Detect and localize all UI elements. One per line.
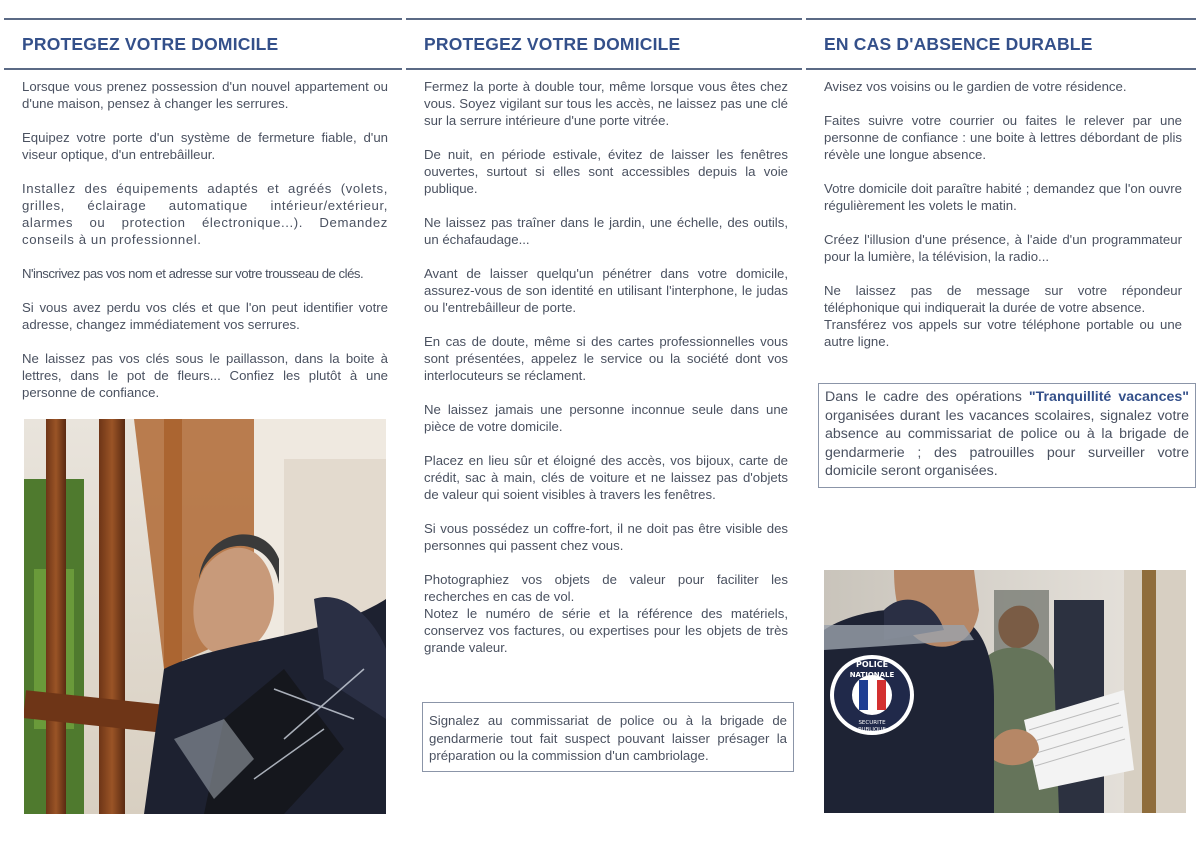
paragraph: Ne laissez pas traîner dans le jardin, une échelle, des outils, un échafaudage... bbox=[424, 215, 788, 247]
paragraph: Fermez la porte à double tour, même lorsque vous êtes chez vous. Soyez vigilant sur tous les accès, ne laissez pas une clé sur la serrure intérieure d'une porte vitrée. bbox=[424, 79, 788, 128]
paragraph: Avant de laisser quelqu'un pénétrer dans votre domicile, assurez-vous de son identité en utilisant l'interphone, le judas ou l'entrebâilleur de porte. bbox=[424, 266, 788, 315]
panel-protect-home-1 bbox=[4, 18, 402, 828]
paragraph: Votre domicile doit paraître habité ; demandez que l'on ouvre régulièrement les volets le matin. bbox=[824, 181, 1182, 213]
panel-body bbox=[824, 78, 1182, 350]
panel-body bbox=[424, 78, 788, 656]
title-rule bbox=[806, 68, 1196, 70]
panel-protect-home-2 bbox=[406, 18, 802, 828]
paragraph: Lorsque vous prenez possession d'un nouvel appartement ou d'une maison, pensez à changer les serrures. bbox=[22, 79, 388, 111]
burglar-breaking-window-photo bbox=[24, 419, 386, 814]
badge-line: POLICE bbox=[855, 660, 889, 669]
title-rule bbox=[4, 68, 402, 70]
title-rule bbox=[406, 68, 802, 70]
badge-line: PUBLIQUE bbox=[858, 727, 886, 733]
paragraph: Photographiez vos objets de valeur pour faciliter les recherches en cas de vol. bbox=[424, 572, 788, 604]
police-officer-photo bbox=[824, 570, 1186, 813]
paragraph: Ne laissez jamais une personne inconnue seule dans une pièce de votre domicile. bbox=[424, 402, 788, 434]
tranquillite-vacances-box bbox=[818, 383, 1196, 488]
paragraph: Créez l'illusion d'une présence, à l'aide d'un programmateur pour la lumière, la télévision, la radio... bbox=[824, 232, 1182, 264]
badge-line: NATIONALE bbox=[849, 671, 895, 679]
paragraph: Faites suivre votre courrier ou faites le relever par une personne de confiance : une boite à lettres débordant de plis révèle une longue absence. bbox=[824, 113, 1182, 162]
box-text-end: organisées durant les vacances scolaires, signalez votre absence au commissariat de police ou à la brigade de gendarmerie ; des patrouilles pour surveiller votre domicile seront organisées. bbox=[825, 407, 1189, 479]
paragraph: Si vous avez perdu vos clés et que l'on peut identifier votre adresse, changez immédiatement vos serrures. bbox=[22, 300, 388, 332]
paragraph: En cas de doute, même si des cartes professionnelles vous sont présentées, appelez le service ou la société dont vos interlocuteurs se réclament. bbox=[424, 334, 788, 383]
paragraph: Transférez vos appels sur votre téléphone portable ou une autre ligne. bbox=[824, 317, 1182, 349]
badge-line: SECURITE bbox=[858, 720, 886, 726]
panel-title: EN CAS D'ABSENCE DURABLE bbox=[824, 34, 1093, 54]
paragraph: Equipez votre porte d'un système de fermeture fiable, d'un viseur optique, d'un entrebâilleur. bbox=[22, 130, 388, 162]
box-text-start: Dans le cadre des opérations bbox=[825, 389, 1029, 405]
paragraph: Ne laissez pas de message sur votre répondeur téléphonique qui indiquerait la durée de votre absence. bbox=[824, 283, 1182, 315]
top-rule bbox=[806, 18, 1196, 20]
paragraph: Installez des équipements adaptés et agréés (volets, grilles, éclairage automatique intérieur/extérieur, alarmes ou protection électronique...). Demandez conseils à un professionnel. bbox=[22, 181, 388, 247]
top-rule bbox=[406, 18, 802, 20]
paragraph: N'inscrivez pas vos nom et adresse sur votre trousseau de clés. bbox=[22, 266, 364, 281]
top-rule bbox=[4, 18, 402, 20]
paragraph: Ne laissez pas vos clés sous le paillasson, dans la boite à lettres, dans le pot de fleurs... Confiez les plutôt à une personne de confiance. bbox=[22, 351, 388, 400]
report-suspect-box: Signalez au commissariat de police ou à la brigade de gendarmerie tout fait suspect pouvant laisser présager la préparation ou la commission d'un cambriolage. bbox=[422, 702, 794, 772]
paragraph: Notez le numéro de série et la référence des matériels, conservez vos factures, ou expertises pour les objets de très grande valeur. bbox=[424, 606, 788, 655]
paragraph: Avisez vos voisins ou le gardien de votre résidence. bbox=[824, 79, 1127, 94]
paragraph: Placez en lieu sûr et éloigné des accès, vos bijoux, carte de crédit, sac à main, clés de voiture et ne laissez pas d'objets de valeur qui soient visibles à travers les fenêtres. bbox=[424, 453, 788, 502]
paragraph: Si vous possédez un coffre-fort, il ne doit pas être visible des personnes qui passent chez vous. bbox=[424, 521, 788, 553]
panel-title: PROTEGEZ VOTRE DOMICILE bbox=[22, 34, 279, 54]
panel-long-absence bbox=[806, 18, 1196, 828]
operation-name: "Tranquillité vacances" bbox=[1028, 389, 1189, 405]
paragraph: De nuit, en période estivale, évitez de laisser les fenêtres ouvertes, surtout si elles sont accessibles depuis la voie publique. bbox=[424, 147, 788, 196]
panel-title: PROTEGEZ VOTRE DOMICILE bbox=[424, 34, 681, 54]
panel-body bbox=[22, 78, 388, 401]
